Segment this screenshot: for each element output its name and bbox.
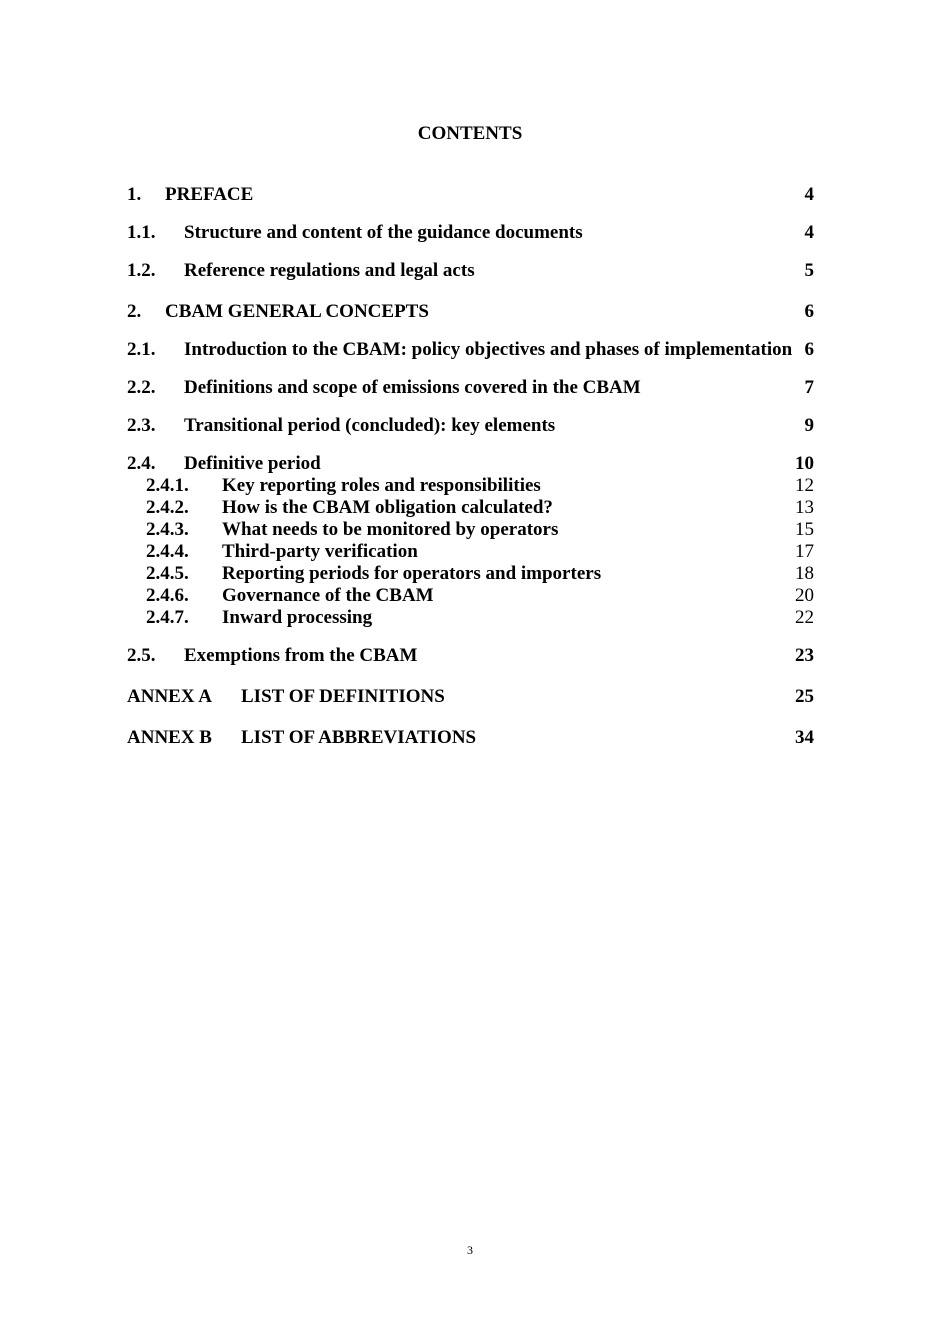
toc-entry-page: 22 bbox=[795, 607, 814, 628]
toc-entry-preface[interactable] bbox=[127, 184, 814, 206]
toc-entry-reporting-roles[interactable] bbox=[127, 475, 814, 497]
toc-entry-title: Definitions and scope of emissions covered in the CBAM bbox=[184, 377, 641, 398]
toc-entry-structure-content[interactable] bbox=[127, 222, 814, 244]
toc-entry-page: 17 bbox=[795, 541, 814, 562]
toc-entry-number: 2.4.4. bbox=[146, 541, 189, 562]
toc-entry-page: 4 bbox=[804, 222, 814, 243]
toc-entry-title: Key reporting roles and responsibilities bbox=[222, 475, 541, 496]
toc-entry-number: 1. bbox=[127, 184, 142, 205]
toc-entry-page: 15 bbox=[795, 519, 814, 540]
toc-entry-title: Inward processing bbox=[222, 607, 373, 628]
toc-entry-page: 10 bbox=[795, 453, 814, 474]
toc-entry-number: 2.4.7. bbox=[146, 607, 189, 628]
toc-entry-number: 1.1. bbox=[127, 222, 156, 243]
toc-entry-title: CBAM GENERAL CONCEPTS bbox=[165, 301, 429, 322]
toc-entry-number: 2.4.1. bbox=[146, 475, 189, 496]
toc-entry-obligation-calculated[interactable] bbox=[127, 497, 814, 519]
toc-entry-transitional-period[interactable] bbox=[127, 415, 814, 437]
toc-entry-number: 2.4.5. bbox=[146, 563, 189, 584]
toc-entry-page: 9 bbox=[804, 415, 814, 436]
toc-entry-page: 34 bbox=[795, 727, 814, 748]
toc-entry-page: 7 bbox=[804, 377, 814, 398]
toc-entry-title: Reference regulations and legal acts bbox=[184, 260, 475, 281]
page-title: CONTENTS bbox=[417, 123, 523, 144]
toc-entry-number: ANNEX B bbox=[127, 727, 212, 748]
toc-entry-title: Structure and content of the guidance documents bbox=[184, 222, 583, 243]
toc-entry-inward-processing[interactable] bbox=[127, 607, 814, 629]
toc-entry-number: 2.4.6. bbox=[146, 585, 189, 606]
toc-entry-exemptions[interactable] bbox=[127, 645, 814, 667]
toc-entry-annex-b[interactable] bbox=[127, 727, 814, 749]
toc-entry-number: 2.5. bbox=[127, 645, 156, 666]
toc-entry-title: What needs to be monitored by operators bbox=[222, 519, 559, 540]
page-number: 3 bbox=[467, 1243, 473, 1257]
toc-entry-page: 13 bbox=[795, 497, 814, 518]
toc-entry-reference-regulations[interactable] bbox=[127, 260, 814, 282]
toc-entry-page: 4 bbox=[804, 184, 814, 205]
toc-entry-monitored-operators[interactable] bbox=[127, 519, 814, 541]
toc-entry-title: Exemptions from the CBAM bbox=[184, 645, 418, 666]
toc-entry-title: LIST OF DEFINITIONS bbox=[241, 686, 445, 707]
toc-entry-page: 18 bbox=[795, 563, 814, 584]
toc-entry-page: 6 bbox=[804, 301, 814, 322]
toc-entry-definitive-period[interactable] bbox=[127, 453, 814, 475]
toc-entry-page: 25 bbox=[795, 686, 814, 707]
toc-entry-general-concepts[interactable] bbox=[127, 301, 814, 323]
toc-entry-page: 23 bbox=[795, 645, 814, 666]
toc-entry-number: 2.4.3. bbox=[146, 519, 189, 540]
toc-entry-title: How is the CBAM obligation calculated? bbox=[222, 497, 553, 518]
toc-entry-title: Third-party verification bbox=[222, 541, 418, 562]
toc-entry-title: LIST OF ABBREVIATIONS bbox=[241, 727, 477, 748]
toc-entry-reporting-periods[interactable] bbox=[127, 563, 814, 585]
toc-entry-title: Reporting periods for operators and importers bbox=[222, 563, 602, 584]
toc-entry-page: 12 bbox=[795, 475, 814, 496]
toc-entry-number: 2.4.2. bbox=[146, 497, 189, 518]
toc-entry-title: Introduction to the CBAM: policy objectives and phases of implementation bbox=[184, 339, 793, 360]
toc-entry-page: 6 bbox=[804, 339, 814, 360]
toc-entry-title: Definitive period bbox=[184, 453, 321, 474]
toc-entry-number: ANNEX A bbox=[127, 686, 212, 707]
toc-entry-title: PREFACE bbox=[165, 184, 254, 205]
toc-entry-number: 2. bbox=[127, 301, 142, 322]
toc-entry-governance[interactable] bbox=[127, 585, 814, 607]
toc-entry-third-party-verification[interactable] bbox=[127, 541, 814, 563]
toc-entry-number: 2.2. bbox=[127, 377, 156, 398]
toc-entry-number: 2.3. bbox=[127, 415, 156, 436]
toc-entry-page: 20 bbox=[795, 585, 814, 606]
toc-entry-number: 2.1. bbox=[127, 339, 156, 360]
toc-entry-number: 1.2. bbox=[127, 260, 156, 281]
toc-entry-annex-a[interactable] bbox=[127, 686, 814, 708]
toc-entry-title: Governance of the CBAM bbox=[222, 585, 434, 606]
toc-entry-number: 2.4. bbox=[127, 453, 156, 474]
toc-entry-title: Transitional period (concluded): key elements bbox=[184, 415, 556, 436]
toc-entry-definitions-scope[interactable] bbox=[127, 377, 814, 399]
toc-entry-introduction[interactable] bbox=[127, 339, 814, 361]
toc-entry-page: 5 bbox=[804, 260, 814, 281]
